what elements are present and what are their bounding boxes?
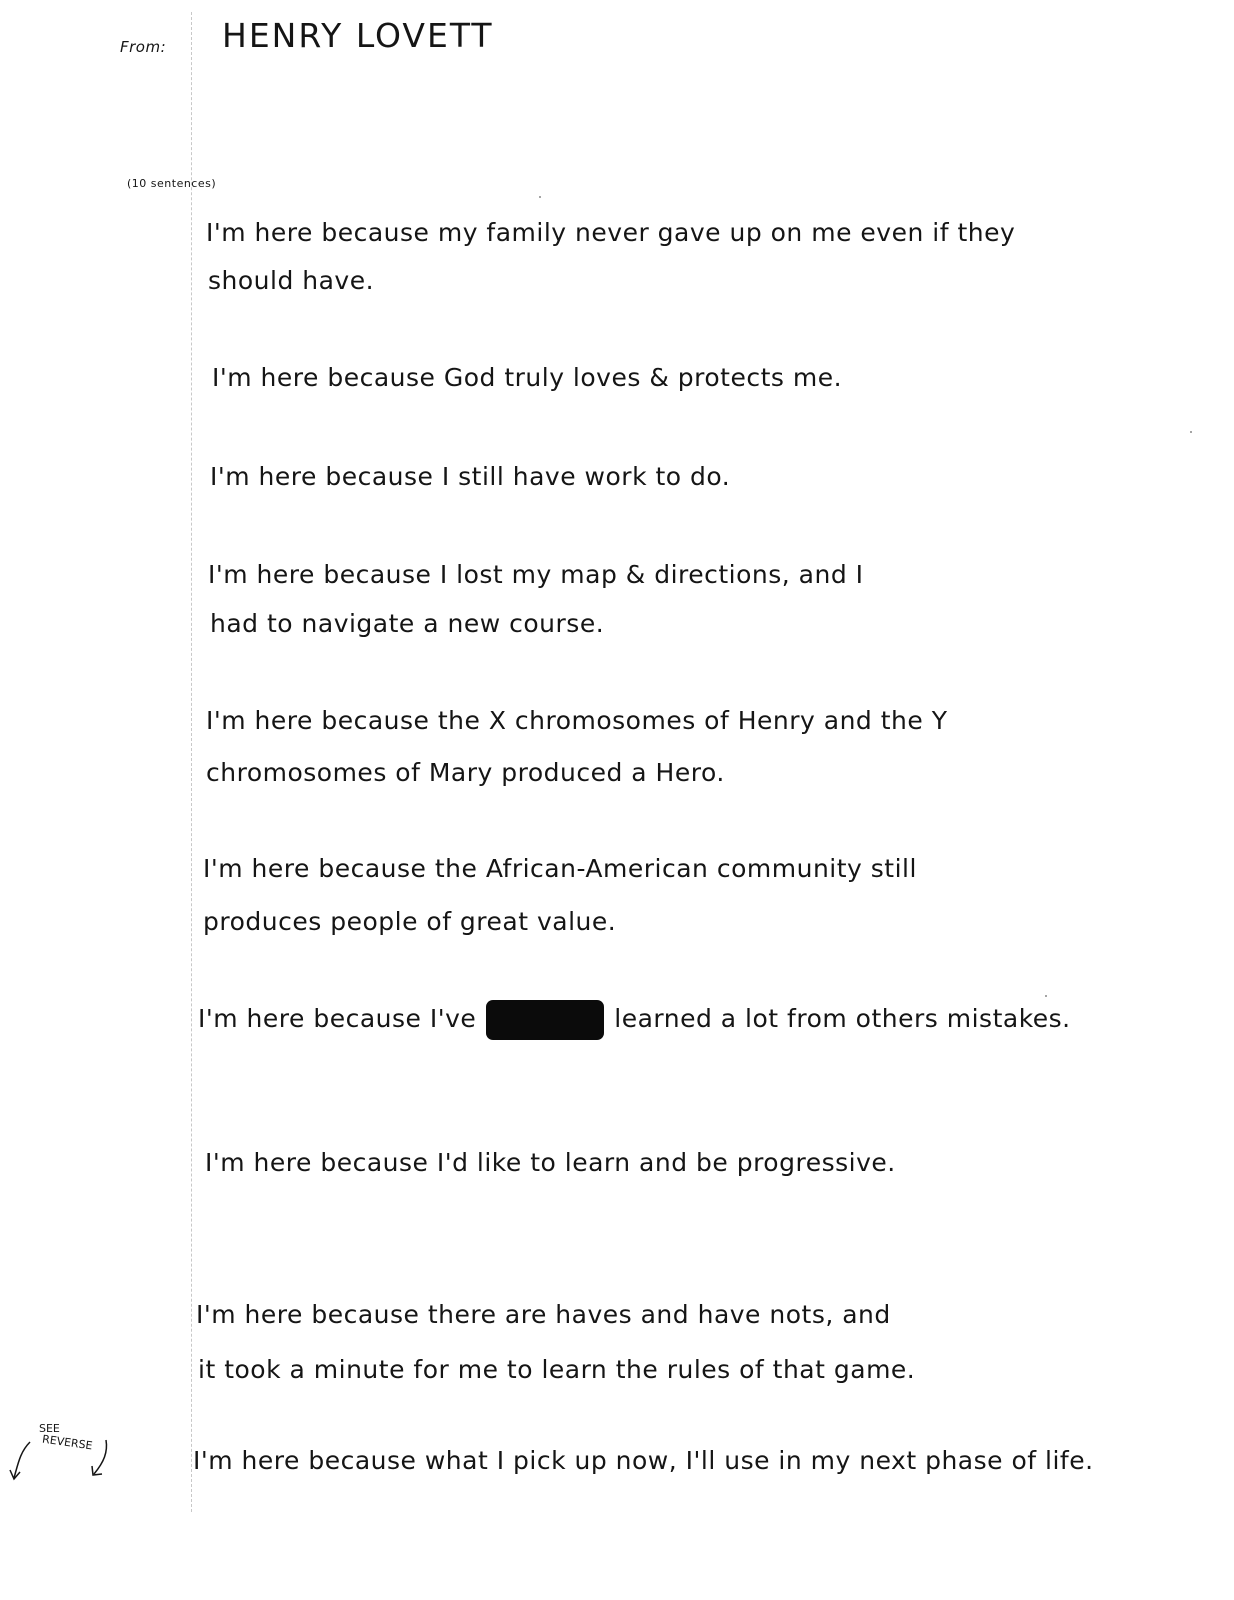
paper-speck bbox=[539, 196, 541, 198]
sentence-6-line-1: I'm here because the African-American community still bbox=[203, 854, 917, 883]
paper-speck bbox=[1190, 431, 1192, 433]
sentence-6-line-2: produces people of great value. bbox=[203, 907, 617, 936]
sentence-7-end: learned a lot from others mistakes. bbox=[614, 1004, 1071, 1033]
sentence-2: I'm here because God truly loves & protects me. bbox=[212, 363, 843, 392]
sentence-7 bbox=[198, 1000, 1071, 1040]
sentence-9-line-1: I'm here because there are haves and have nots, and bbox=[196, 1300, 891, 1329]
see-reverse-line-1: SEE bbox=[39, 1422, 60, 1435]
sentence-8: I'm here because I'd like to learn and be progressive. bbox=[205, 1148, 896, 1177]
curved-arrow-down-icon bbox=[8, 1422, 118, 1488]
sentence-1-line-2: should have. bbox=[208, 266, 375, 295]
from-label: From: bbox=[120, 38, 167, 56]
sentence-9-line-2: it took a minute for me to learn the rules of that game. bbox=[198, 1355, 916, 1384]
margin-rule bbox=[191, 12, 192, 1512]
sentence-5-line-2: chromosomes of Mary produced a Hero. bbox=[206, 758, 725, 787]
sentence-5-line-1: I'm here because the X chromosomes of Henry and the Y bbox=[206, 706, 948, 735]
sentence-7-start: I'm here because I've bbox=[198, 1004, 477, 1033]
redaction-scribble bbox=[486, 1000, 604, 1040]
paper-speck bbox=[1045, 995, 1047, 997]
sentence-4-line-1: I'm here because I lost my map & directions, and I bbox=[208, 560, 864, 589]
sentence-3: I'm here because I still have work to do. bbox=[210, 462, 731, 491]
sentence-count-note: (10 sentences) bbox=[127, 177, 217, 190]
sentence-10: I'm here because what I pick up now, I'll use in my next phase of life. bbox=[193, 1446, 1094, 1475]
author-name: HENRY LOVETT bbox=[222, 16, 494, 55]
see-reverse-note bbox=[8, 1422, 118, 1488]
sentence-4-line-2: had to navigate a new course. bbox=[210, 609, 605, 638]
see-reverse-line-2: REVERSE bbox=[41, 1432, 94, 1453]
sentence-1-line-1: I'm here because my family never gave up on me even if they bbox=[206, 218, 1016, 247]
